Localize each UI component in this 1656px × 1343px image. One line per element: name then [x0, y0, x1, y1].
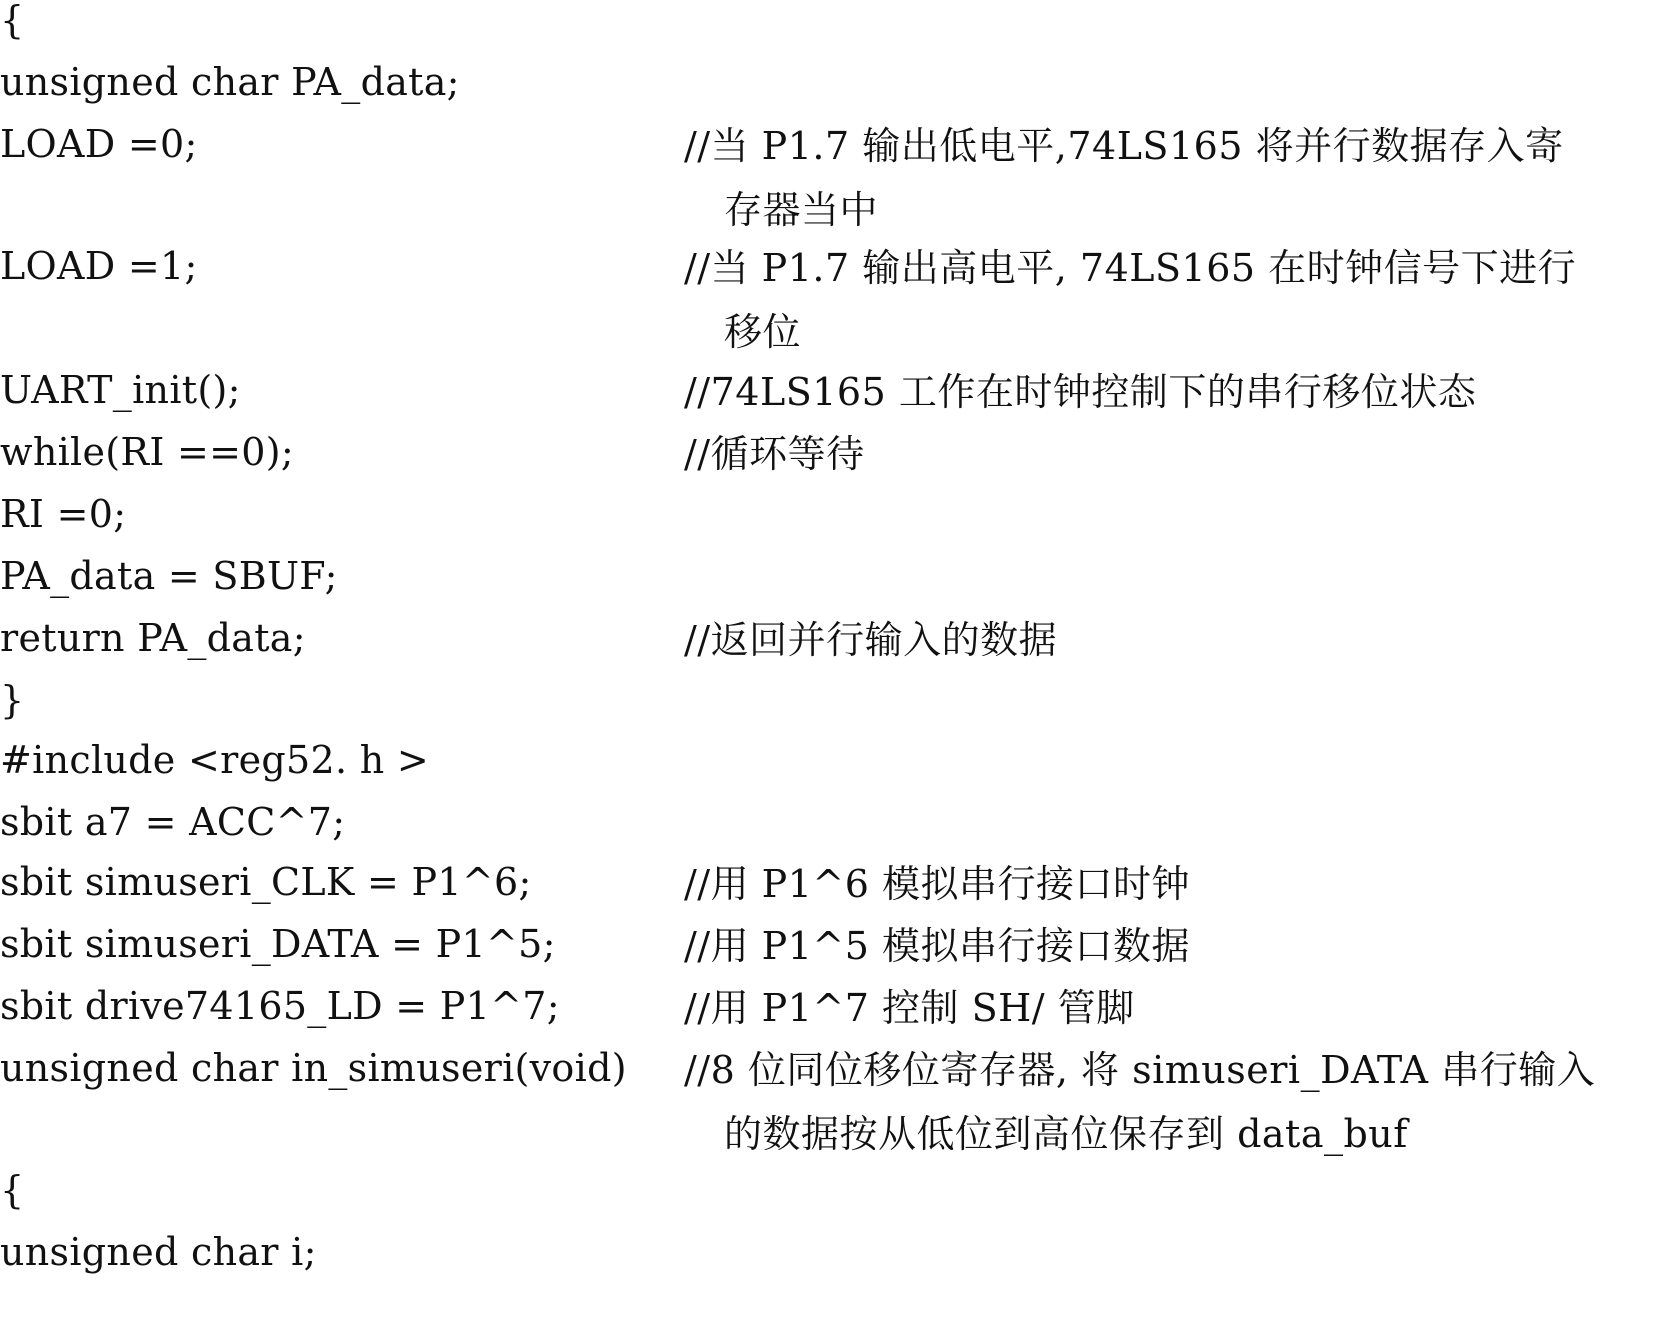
- code-comment: //74LS165 工作在时钟控制下的串行移位状态: [684, 370, 1477, 414]
- code-text: UART_init();: [0, 368, 241, 412]
- code-line: [0, 546, 1656, 610]
- code-line: [0, 422, 1656, 486]
- code-line: [0, 730, 1656, 794]
- comment-text: //当 P1.7 输出低电平,74LS165 将并行数据存入寄: [684, 124, 1564, 168]
- code-line: [0, 1038, 1656, 1162]
- code-line: [0, 670, 1656, 734]
- code-comment: [684, 236, 1644, 364]
- code-text: unsigned char i;: [0, 1230, 317, 1274]
- code-text: unsigned char in_simuseri(void): [0, 1046, 627, 1090]
- code-line: [0, 236, 1656, 360]
- comment-continuation: 移位: [724, 310, 802, 354]
- code-comment: //循环等待: [684, 432, 865, 476]
- code-line: [0, 0, 1656, 54]
- code-line: [0, 114, 1656, 238]
- comment-continuation: 存器当中: [724, 188, 879, 232]
- code-line: [0, 484, 1656, 548]
- code-line: [0, 1222, 1656, 1286]
- code-line: [0, 976, 1656, 1040]
- code-text: sbit simuseri_CLK = P1^6;: [0, 860, 532, 904]
- code-line: [0, 360, 1656, 424]
- code-text: sbit drive74165_LD = P1^7;: [0, 984, 560, 1028]
- code-text: sbit simuseri_DATA = P1^5;: [0, 922, 556, 966]
- code-text: PA_data = SBUF;: [0, 554, 338, 598]
- code-line: [0, 792, 1656, 856]
- code-line: [0, 852, 1656, 916]
- code-line: [0, 1160, 1656, 1224]
- code-comment: //用 P1^7 控制 SH/ 管脚: [684, 986, 1135, 1030]
- code-text: return PA_data;: [0, 616, 306, 660]
- code-line: [0, 608, 1656, 672]
- code-text: }: [0, 678, 25, 722]
- code-text: #include <reg52. h >: [0, 738, 429, 782]
- code-text: {: [0, 0, 25, 42]
- code-comment: //用 P1^6 模拟串行接口时钟: [684, 862, 1191, 906]
- code-text: sbit a7 = ACC^7;: [0, 800, 346, 844]
- code-comment: //返回并行输入的数据: [684, 618, 1058, 662]
- code-line: [0, 52, 1656, 116]
- code-comment: //用 P1^5 模拟串行接口数据: [684, 924, 1191, 968]
- comment-text: //8 位同位移位寄存器, 将 simuseri_DATA 串行输入: [684, 1048, 1596, 1092]
- code-text: while(RI ==0);: [0, 430, 295, 474]
- code-comment: [684, 1038, 1644, 1166]
- code-text: unsigned char PA_data;: [0, 60, 460, 104]
- code-text: LOAD =0;: [0, 122, 198, 166]
- code-text: LOAD =1;: [0, 244, 198, 288]
- code-text: RI =0;: [0, 492, 127, 536]
- comment-continuation: 的数据按从低位到高位保存到 data_buf: [724, 1112, 1408, 1156]
- comment-text: //当 P1.7 输出高电平, 74LS165 在时钟信号下进行: [684, 246, 1577, 290]
- code-comment: [684, 114, 1644, 242]
- code-line: [0, 914, 1656, 978]
- code-text: {: [0, 1168, 25, 1212]
